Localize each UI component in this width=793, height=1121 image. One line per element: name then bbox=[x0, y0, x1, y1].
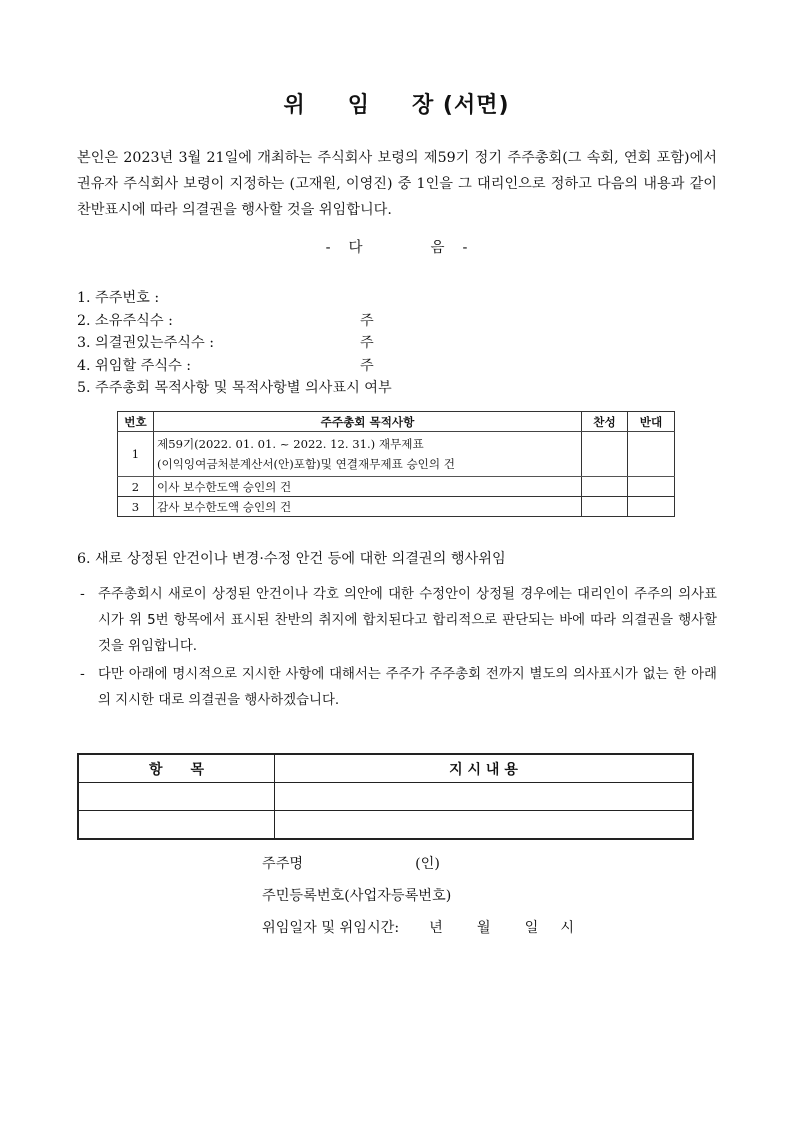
table-row bbox=[118, 497, 675, 517]
list-item bbox=[77, 310, 392, 333]
title-part-2: 임 bbox=[347, 93, 370, 118]
bullet-dash: - bbox=[80, 587, 85, 602]
instruction-content-cell[interactable] bbox=[275, 811, 694, 840]
bullet-item bbox=[80, 582, 717, 660]
bullet-text: 다만 아래에 명시적으로 지시한 사항에 대해서는 주주가 주주총회 전까지 별도의 의사표시가 없는 한 아래의 지시한 대로 의결권을 행사하겠습니다. bbox=[98, 667, 717, 708]
item-unit: 주 bbox=[360, 357, 374, 374]
daum-heading bbox=[0, 236, 793, 257]
bullet-dash: - bbox=[80, 667, 85, 682]
item-label: 5. 주주총회 목적사항 및 목적사항별 의사표시 여부 bbox=[77, 380, 392, 396]
table-row bbox=[118, 432, 675, 477]
list-item bbox=[77, 377, 392, 400]
agenda-description: 감사 보수한도액 승인의 건 bbox=[154, 497, 582, 517]
table-row bbox=[78, 811, 693, 840]
approve-cell[interactable] bbox=[582, 432, 628, 477]
header-agenda: 주주총회 목적사항 bbox=[154, 412, 582, 432]
title-part-3: 장 (서면) bbox=[412, 93, 510, 118]
hour-label: 시 bbox=[560, 920, 575, 936]
delegation-date-label: 위임일자 및 위임시간: bbox=[262, 920, 400, 936]
item-label: 2. 소유주식수 : bbox=[77, 312, 173, 329]
instruction-item-cell[interactable] bbox=[78, 783, 275, 811]
approve-cell[interactable] bbox=[582, 497, 628, 517]
table-row bbox=[78, 783, 693, 811]
header-number: 번호 bbox=[118, 412, 154, 432]
shareholder-info-list bbox=[77, 287, 392, 400]
instruction-table bbox=[77, 753, 694, 840]
shareholder-name-label: 주주명 bbox=[262, 856, 304, 872]
agenda-line-2: (이익잉여금처분계산서(안)포함)및 연결재무제표 승인의 건 bbox=[157, 457, 455, 471]
header-oppose: 반대 bbox=[628, 412, 675, 432]
agenda-header-row bbox=[118, 412, 675, 432]
oppose-cell[interactable] bbox=[628, 432, 675, 477]
item-unit: 주 bbox=[360, 335, 374, 351]
agenda-number: 3 bbox=[118, 497, 154, 517]
daum-char-1: 다 bbox=[348, 240, 363, 256]
agenda-line-1: 제59기(2022. 01. 01. ~ 2022. 12. 31.) 재무제표 bbox=[157, 437, 424, 451]
intro-paragraph: 본인은 2023년 3월 21일에 개최하는 주식회사 보령의 제59기 정기 주주총회(그 속회, 연회 포함)에서 권유자 주식회사 보령이 지정하는 (고재원, 이영진) 중 1인을 그 대리인으로 정하고 다음의 내용과 같이 찬반표시에 따라 의결권을 행사할 것을 위임합니다. bbox=[77, 150, 717, 218]
item-label: 3. 의결권있는주식수 : bbox=[77, 335, 214, 351]
seal-mark: (인) bbox=[415, 856, 440, 872]
shareholder-name-line bbox=[262, 853, 440, 873]
list-item bbox=[77, 287, 392, 310]
list-item bbox=[77, 355, 392, 378]
oppose-cell[interactable] bbox=[628, 497, 675, 517]
table-row bbox=[118, 477, 675, 497]
item-label: 4. 위임할 주식수 : bbox=[77, 357, 192, 374]
document-title bbox=[0, 88, 793, 119]
daum-char-2: 음 bbox=[430, 240, 445, 256]
agenda-description bbox=[154, 432, 582, 477]
oppose-cell[interactable] bbox=[628, 477, 675, 497]
title-part-1: 위 bbox=[283, 93, 306, 118]
header-item: 항 목 bbox=[78, 754, 275, 783]
agenda-table bbox=[117, 411, 675, 517]
section-6-heading: 6. 새로 상정된 안건이나 변경·수정 안건 등에 대한 의결권의 행사위임 bbox=[77, 551, 506, 567]
daum-dash-right: - bbox=[462, 240, 468, 256]
month-label: 월 bbox=[476, 920, 491, 936]
registration-number-line: 주민등록번호(사업자등록번호) bbox=[262, 888, 452, 904]
item-label: 1. 주주번호 : bbox=[77, 290, 160, 306]
day-label: 일 bbox=[524, 920, 539, 936]
agenda-description: 이사 보수한도액 승인의 건 bbox=[154, 477, 582, 497]
bullet-item bbox=[80, 662, 717, 714]
header-instruction: 지 시 내 용 bbox=[275, 754, 694, 783]
approve-cell[interactable] bbox=[582, 477, 628, 497]
delegation-date-line bbox=[262, 917, 574, 937]
daum-dash-left: - bbox=[325, 240, 331, 256]
item-unit: 주 bbox=[360, 312, 374, 329]
bullet-text: 주주총회시 새로이 상정된 안건이나 각호 의안에 대한 수정안이 상정될 경우에는 대리인이 주주의 의사표시가 위 5번 항목에서 표시된 찬반의 취지에 합치된다고 합리적으로 판단되는 바에 따라 의결권을 행사할 것을 위임합니다. bbox=[98, 587, 717, 654]
instruction-header-row bbox=[78, 754, 693, 783]
header-approve: 찬성 bbox=[582, 412, 628, 432]
agenda-number: 2 bbox=[118, 477, 154, 497]
list-item bbox=[77, 332, 392, 355]
year-label: 년 bbox=[429, 920, 443, 936]
agenda-number: 1 bbox=[118, 432, 154, 477]
instruction-content-cell[interactable] bbox=[275, 783, 694, 811]
instruction-item-cell[interactable] bbox=[78, 811, 275, 840]
